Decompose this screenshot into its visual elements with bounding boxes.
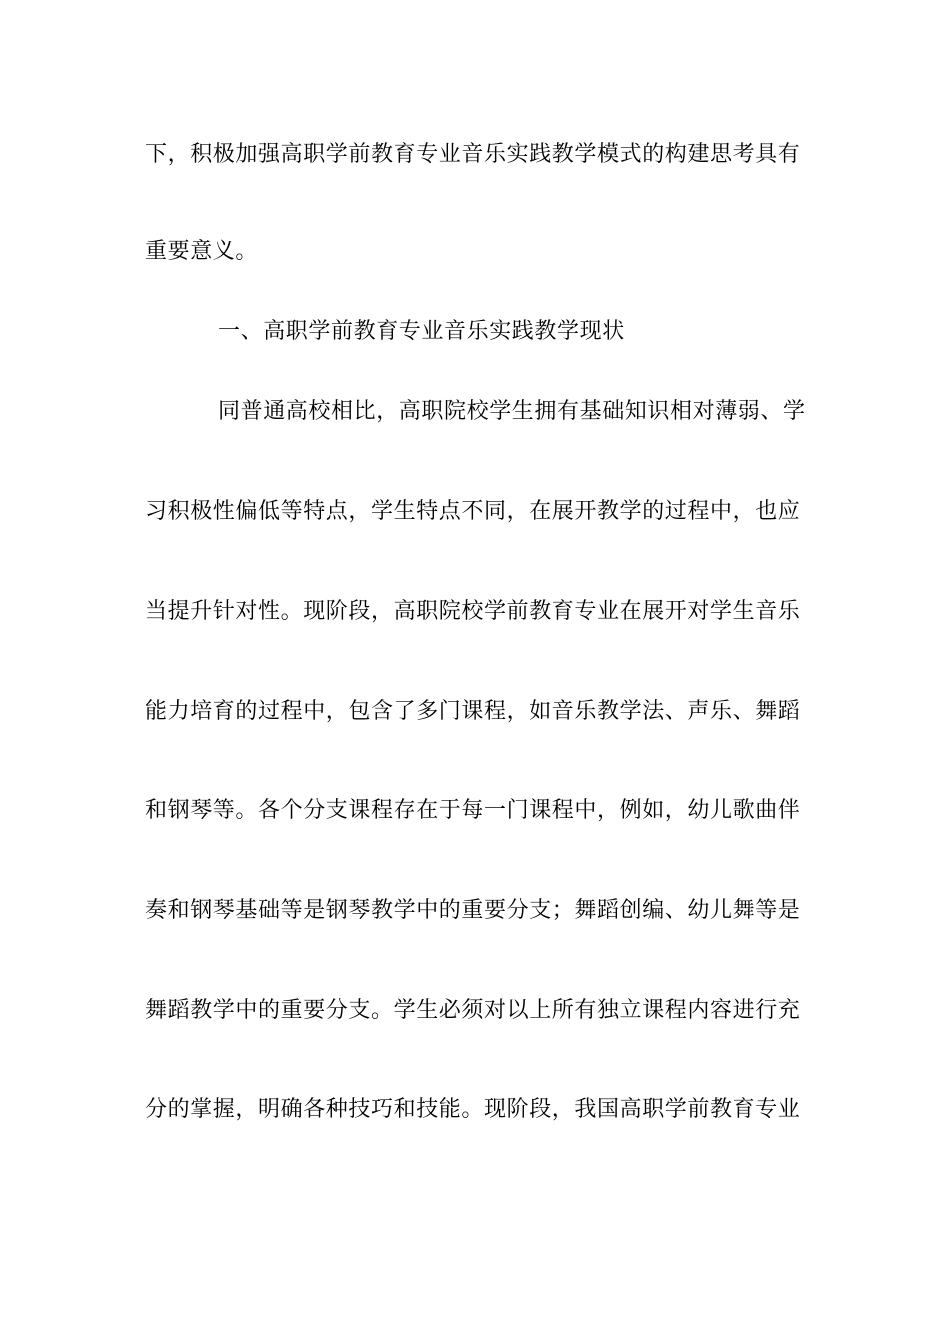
paragraph-line: 能力培育的过程中，包含了多门课程，如音乐教学法、声乐、舞蹈 (145, 699, 801, 724)
paragraph-line: 奏和钢琴基础等是钢琴教学中的重要分支；舞蹈创编、幼儿舞等是 (145, 898, 801, 923)
paragraph-line: 当提升针对性。现阶段，高职院校学前教育专业在展开对学生音乐 (145, 599, 801, 624)
paragraph-line: 舞蹈教学中的重要分支。学生必须对以上所有独立课程内容进行充 (145, 998, 801, 1023)
paragraph-line: 分的掌握，明确各种技巧和技能。现阶段，我国高职学前教育专业 (145, 1097, 801, 1122)
paragraph-line: 和钢琴等。各个分支课程存在于每一门课程中，例如，幼儿歌曲伴 (145, 798, 801, 823)
paragraph-line: 同普通高校相比，高职院校学生拥有基础知识相对薄弱、学 (218, 399, 806, 424)
paragraph-line: 重要意义。 (145, 239, 259, 264)
paragraph-line: 习积极性偏低等特点，学生特点不同，在展开教学的过程中，也应 (145, 499, 801, 524)
section-heading: 一、高职学前教育专业音乐实践教学现状 (218, 319, 625, 344)
paragraph-line: 下，积极加强高职学前教育专业音乐实践教学模式的构建思考具有 (145, 142, 801, 167)
